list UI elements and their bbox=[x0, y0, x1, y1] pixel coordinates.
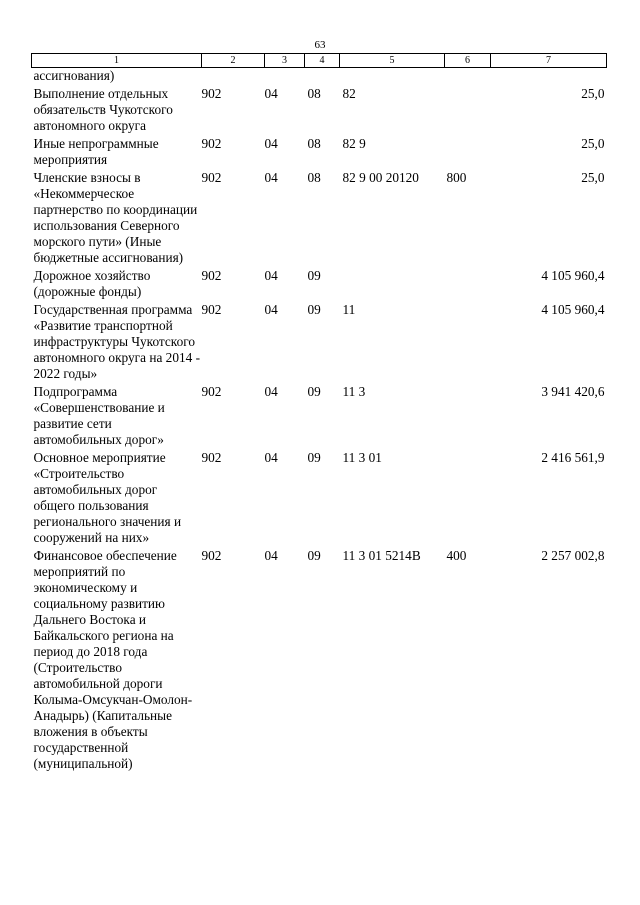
budget-table bbox=[31, 53, 607, 772]
column-header-1: 1 bbox=[32, 54, 202, 68]
row-expense-type bbox=[445, 448, 491, 546]
row-subsection-code: 08 bbox=[307, 170, 321, 185]
column-header-2: 2 bbox=[202, 54, 265, 68]
row-name: Подпрограмма «Совершенствование и развитие сети автомобильных дорог» bbox=[33, 384, 165, 447]
row-subsection-code: 09 bbox=[307, 384, 321, 399]
row-section-code: 04 bbox=[264, 86, 278, 101]
row-expense-type bbox=[445, 266, 491, 300]
row-amount: 2 257 002,8 bbox=[541, 548, 605, 563]
row-section-code: 04 bbox=[264, 136, 278, 151]
row-amount: 3 941 420,6 bbox=[541, 384, 605, 399]
row-name: ассигнования) bbox=[33, 68, 115, 83]
row-subsection-code: 08 bbox=[307, 86, 321, 101]
table-row bbox=[32, 134, 607, 168]
row-amount: 25,0 bbox=[581, 86, 605, 101]
table-row bbox=[32, 382, 607, 448]
row-subsection-code: 08 bbox=[307, 136, 321, 151]
table-row bbox=[32, 266, 607, 300]
row-target-code: 82 9 00 20120 bbox=[342, 170, 419, 185]
row-section-code: 04 bbox=[264, 384, 278, 399]
row-amount bbox=[491, 68, 607, 85]
row-subsection-code bbox=[305, 68, 340, 85]
row-name: Дорожное хозяйство (дорожные фонды) bbox=[33, 268, 151, 299]
row-ministry-code: 902 bbox=[201, 302, 222, 317]
table-body bbox=[32, 68, 607, 773]
row-target-code: 11 3 01 5214В bbox=[342, 548, 421, 563]
row-name: Финансовое обеспечение мероприятий по экономическому и социальному развитию Дальнего Востока и Байкальского региона на период до 2018 года (Строительство автомобильной дороги Колыма-Омсукчан-Омолон-Анадырь) (Капитальные вложения в объекты государственной (муниципальной) bbox=[33, 548, 193, 771]
column-header-6: 6 bbox=[445, 54, 491, 68]
row-section-code bbox=[265, 68, 305, 85]
row-subsection-code: 09 bbox=[307, 450, 321, 465]
table-row bbox=[32, 448, 607, 546]
row-ministry-code: 902 bbox=[201, 86, 222, 101]
row-expense-type bbox=[445, 382, 491, 448]
row-name: Государственная программа «Развитие транспортной инфраструктуры Чукотского автономного округа на 2014 - 2022 годы» bbox=[33, 302, 201, 381]
page-number: 63 bbox=[314, 39, 326, 51]
row-ministry-code: 902 bbox=[201, 170, 222, 185]
row-expense-type bbox=[445, 68, 491, 85]
row-name: Членские взносы в «Некоммерческое партнерство по координации использования Северного морского пути» (Иные бюджетные ассигнования) bbox=[33, 170, 198, 265]
row-ministry-code: 902 bbox=[201, 136, 222, 151]
table-row bbox=[32, 168, 607, 266]
row-target-code: 11 bbox=[342, 302, 356, 317]
table-row bbox=[32, 300, 607, 382]
row-name: Основное мероприятие «Строительство автомобильных дорог общего пользования регионального значения и сооружений на них» bbox=[33, 450, 182, 545]
row-name: Иные непрограммные мероприятия bbox=[33, 136, 159, 167]
row-ministry-code: 902 bbox=[201, 384, 222, 399]
row-subsection-code: 09 bbox=[307, 302, 321, 317]
row-amount: 25,0 bbox=[581, 136, 605, 151]
row-ministry-code: 902 bbox=[201, 450, 222, 465]
row-section-code: 04 bbox=[264, 302, 278, 317]
header-row bbox=[32, 54, 607, 68]
table-header bbox=[32, 54, 607, 68]
row-name: Выполнение отдельных обязательств Чукотского автономного округа bbox=[33, 86, 173, 133]
row-amount: 25,0 bbox=[581, 170, 605, 185]
row-target-code: 82 bbox=[342, 86, 356, 101]
table-row bbox=[32, 68, 607, 85]
row-target-code: 11 3 bbox=[342, 384, 366, 399]
row-ministry-code: 902 bbox=[201, 268, 222, 283]
row-expense-type bbox=[445, 84, 491, 134]
row-section-code: 04 bbox=[264, 268, 278, 283]
row-ministry-code: 902 bbox=[201, 548, 222, 563]
row-section-code: 04 bbox=[264, 170, 278, 185]
row-subsection-code: 09 bbox=[307, 268, 321, 283]
row-amount: 2 416 561,9 bbox=[541, 450, 605, 465]
row-expense-type bbox=[445, 300, 491, 382]
row-target-code: 82 9 bbox=[342, 136, 366, 151]
table-row bbox=[32, 84, 607, 134]
table-row bbox=[32, 546, 607, 772]
column-header-4: 4 bbox=[305, 54, 340, 68]
column-header-3: 3 bbox=[265, 54, 305, 68]
row-expense-type: 800 bbox=[446, 170, 467, 185]
row-section-code: 04 bbox=[264, 548, 278, 563]
row-subsection-code: 09 bbox=[307, 548, 321, 563]
row-target-code bbox=[340, 266, 445, 300]
row-expense-type bbox=[445, 134, 491, 168]
row-amount: 4 105 960,4 bbox=[541, 302, 605, 317]
column-header-7: 7 bbox=[491, 54, 607, 68]
row-amount: 4 105 960,4 bbox=[541, 268, 605, 283]
row-target-code: 11 3 01 bbox=[342, 450, 382, 465]
row-target-code bbox=[340, 68, 445, 85]
row-section-code: 04 bbox=[264, 450, 278, 465]
column-header-5: 5 bbox=[340, 54, 445, 68]
row-ministry-code bbox=[202, 68, 265, 85]
row-expense-type: 400 bbox=[446, 548, 467, 563]
